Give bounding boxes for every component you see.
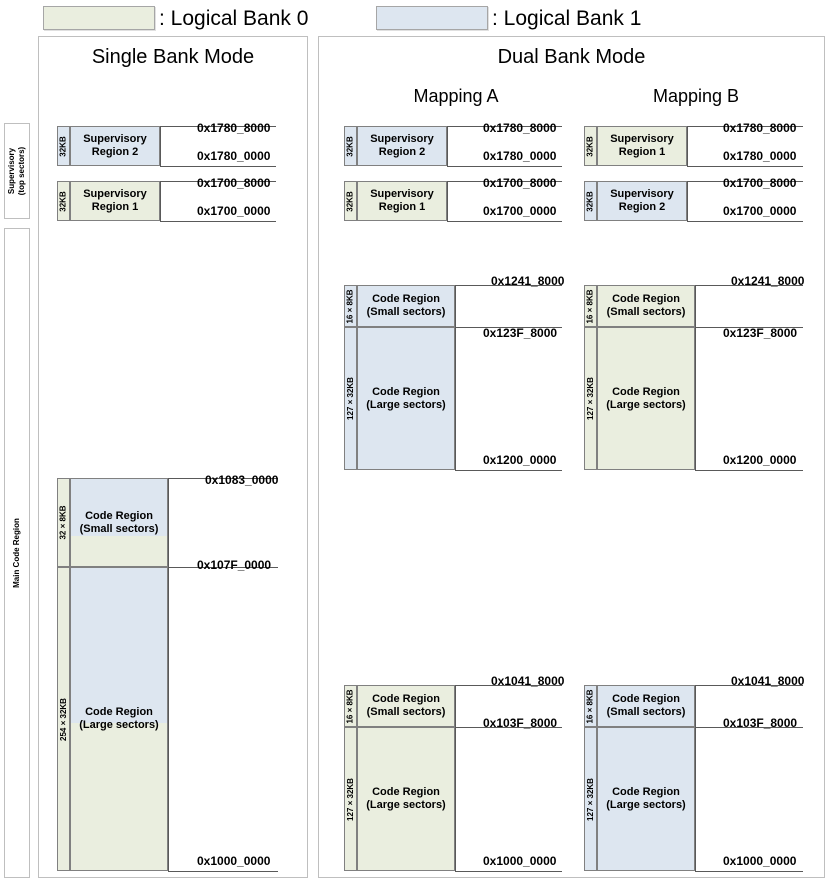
sector-strip-127x32kb-a-lower — [344, 727, 357, 871]
leader-line — [160, 221, 276, 222]
sector-strip-label: 32KB — [586, 135, 596, 157]
block-label: Code Region (Small sectors) — [79, 509, 159, 535]
address-label: 0x123F_8000 — [483, 326, 558, 340]
leader-line — [695, 470, 803, 471]
block-code-region-large-mapping-a-upper — [357, 327, 455, 470]
leader-line — [455, 470, 562, 471]
legend-item-bank0 — [43, 6, 308, 30]
address-label: 0x1200_0000 — [483, 453, 557, 467]
sector-strip-label: 16 × 8KB — [346, 688, 355, 724]
block-label: Supervisory Region 1 — [370, 188, 434, 213]
leader-connector — [455, 685, 456, 727]
block-label: Code Region (Small sectors) — [606, 293, 686, 318]
block-label: Supervisory Region 1 — [610, 133, 674, 158]
leader-connector — [455, 327, 456, 470]
panel-dual-bank-title: Dual Bank Mode — [497, 46, 646, 68]
sector-strip-127x32kb-b-lower — [584, 727, 597, 871]
block-code-region-large-mapping-a-lower — [357, 727, 455, 871]
block-supervisory-region-2-mapping-a — [357, 126, 447, 166]
bank-half-upper — [71, 479, 167, 536]
leader-connector — [168, 478, 169, 567]
column-title-mapping-b: Mapping B — [652, 86, 740, 106]
sector-strip-label: 32KB — [59, 135, 69, 157]
leader-connector — [687, 126, 688, 166]
block-label: Code Region (Small sectors) — [606, 693, 686, 718]
legend-swatch-bank1 — [376, 6, 488, 30]
address-label: 0x1041_8000 — [491, 674, 565, 688]
block-code-region-small-single — [70, 478, 168, 567]
block-code-region-small-mapping-b-upper — [597, 285, 695, 327]
block-label: Supervisory Region 2 — [83, 133, 147, 158]
sector-strip-label: 16 × 8KB — [346, 288, 355, 324]
sector-strip-label: 127 × 32KB — [586, 777, 596, 821]
bank-half-upper — [71, 568, 167, 723]
sector-strip-label: 16 × 8KB — [586, 688, 595, 724]
leader-connector — [695, 327, 696, 470]
block-label: Supervisory Region 1 — [83, 188, 147, 213]
block-label: Supervisory Region 2 — [610, 188, 674, 213]
sector-strip-label: 32 × 8KB — [59, 505, 68, 540]
leader-line — [695, 871, 803, 872]
address-label: 0x1000_0000 — [197, 854, 271, 868]
side-label-supervisory-text: Supervisory (top sectors) — [7, 146, 27, 196]
sector-strip-16x8kb-b-lower — [584, 685, 597, 727]
address-label: 0x1000_0000 — [483, 854, 557, 868]
block-label: Code Region (Large sectors) — [79, 706, 159, 731]
sector-strip-16x8kb-a-lower — [344, 685, 357, 727]
block-code-region-small-mapping-a-lower — [357, 685, 455, 727]
legend-label-bank1: : Logical Bank 1 — [492, 6, 642, 30]
address-label: 0x1041_8000 — [731, 674, 805, 688]
sector-strip-16x8kb-a-upper — [344, 285, 357, 327]
block-code-region-small-mapping-a-upper — [357, 285, 455, 327]
bank-half-lower — [71, 536, 167, 567]
bank-half-lower — [71, 723, 167, 871]
leader-connector — [455, 285, 456, 327]
block-code-region-large-mapping-b-lower — [597, 727, 695, 871]
address-label: 0x1241_8000 — [491, 274, 565, 288]
block-code-region-small-mapping-b-lower — [597, 685, 695, 727]
address-label: 0x1700_8000 — [723, 176, 797, 190]
block-supervisory-region-1-mapping-b — [597, 126, 687, 166]
block-supervisory-region-2-mapping-b — [597, 181, 687, 221]
sector-strip-16x8kb-b-upper — [584, 285, 597, 327]
block-label: Code Region (Large sectors) — [366, 385, 446, 411]
side-label-supervisory — [4, 123, 30, 219]
sector-strip-label: 254 × 32KB — [59, 697, 69, 741]
sector-strip-32kb-a-sup2 — [344, 126, 357, 166]
leader-line — [455, 871, 562, 872]
address-label: 0x1780_8000 — [197, 121, 271, 135]
sector-strip-label: 32KB — [59, 190, 69, 212]
leader-connector — [455, 727, 456, 871]
sector-strip-label: 127 × 32KB — [346, 377, 356, 420]
address-label: 0x103F_8000 — [483, 716, 558, 730]
address-label: 0x1241_8000 — [731, 274, 805, 288]
sector-strip-32kb-b-sup2 — [584, 181, 597, 221]
block-code-region-large-single — [70, 567, 168, 871]
legend — [0, 0, 829, 36]
sector-strip-label: 32KB — [346, 135, 356, 157]
sector-strip-32kb-sb-sup1 — [57, 181, 70, 221]
side-label-main-code-region — [4, 228, 30, 878]
block-supervisory-region-2-single — [70, 126, 160, 166]
column-title-mapping-a: Mapping A — [413, 86, 499, 106]
block-label: Code Region (Small sectors) — [366, 693, 446, 718]
sector-strip-32kb-b-sup1 — [584, 126, 597, 166]
sector-strip-label: 127 × 32KB — [346, 777, 356, 821]
address-label: 0x1780_0000 — [723, 149, 797, 163]
address-label: 0x1700_0000 — [723, 204, 797, 218]
address-label: 0x1700_8000 — [483, 176, 557, 190]
block-supervisory-region-1-single — [70, 181, 160, 221]
address-label: 0x1780_8000 — [483, 121, 557, 135]
sector-strip-32kb-a-sup1 — [344, 181, 357, 221]
legend-swatch-bank0 — [43, 6, 155, 30]
address-label: 0x1780_8000 — [723, 121, 797, 135]
legend-item-bank1 — [376, 6, 641, 30]
address-label: 0x1700_0000 — [483, 204, 557, 218]
sector-strip-32kb-sb-sup2 — [57, 126, 70, 166]
leader-connector — [695, 727, 696, 871]
block-label: Code Region (Small sectors) — [366, 293, 446, 318]
address-label: 0x107F_0000 — [197, 558, 272, 572]
address-label: 0x123F_8000 — [723, 326, 798, 340]
address-label: 0x1780_0000 — [197, 149, 271, 163]
leader-connector — [447, 181, 448, 221]
sector-strip-label: 32KB — [346, 190, 356, 212]
block-label: Code Region (Large sectors) — [606, 385, 686, 411]
address-label: 0x103F_8000 — [723, 716, 798, 730]
leader-line — [687, 221, 803, 222]
leader-connector — [160, 126, 161, 166]
leader-connector — [695, 685, 696, 727]
sector-strip-254x32kb-single — [57, 567, 70, 871]
leader-connector — [695, 285, 696, 327]
block-supervisory-region-1-mapping-a — [357, 181, 447, 221]
leader-line — [447, 221, 562, 222]
sector-strip-label: 32KB — [586, 190, 596, 212]
leader-connector — [168, 567, 169, 871]
sector-strip-32x8kb-single — [57, 478, 70, 567]
block-label: Supervisory Region 2 — [370, 133, 434, 158]
panel-single-bank-title: Single Bank Mode — [91, 46, 255, 68]
leader-line — [447, 166, 562, 167]
address-label: 0x1200_0000 — [723, 453, 797, 467]
leader-line — [168, 871, 278, 872]
address-label: 0x1780_0000 — [483, 149, 557, 163]
address-label: 0x1700_8000 — [197, 176, 271, 190]
address-label: 0x1000_0000 — [723, 854, 797, 868]
legend-label-bank0: : Logical Bank 0 — [159, 6, 309, 30]
sector-strip-label: 16 × 8KB — [586, 288, 595, 324]
sector-strip-127x32kb-b-upper — [584, 327, 597, 470]
block-label: Code Region (Large sectors) — [366, 786, 446, 811]
leader-line — [160, 166, 276, 167]
leader-connector — [687, 181, 688, 221]
block-code-region-large-mapping-b-upper — [597, 327, 695, 470]
side-label-main-code-region-text: Main Code Region — [12, 518, 21, 588]
sector-strip-127x32kb-a-upper — [344, 327, 357, 470]
address-label: 0x1700_0000 — [197, 204, 271, 218]
leader-connector — [160, 181, 161, 221]
leader-line — [687, 166, 803, 167]
address-label: 0x1083_0000 — [205, 473, 279, 487]
block-label: Code Region (Large sectors) — [606, 786, 686, 811]
sector-strip-label: 127 × 32KB — [586, 377, 596, 420]
leader-connector — [447, 126, 448, 166]
